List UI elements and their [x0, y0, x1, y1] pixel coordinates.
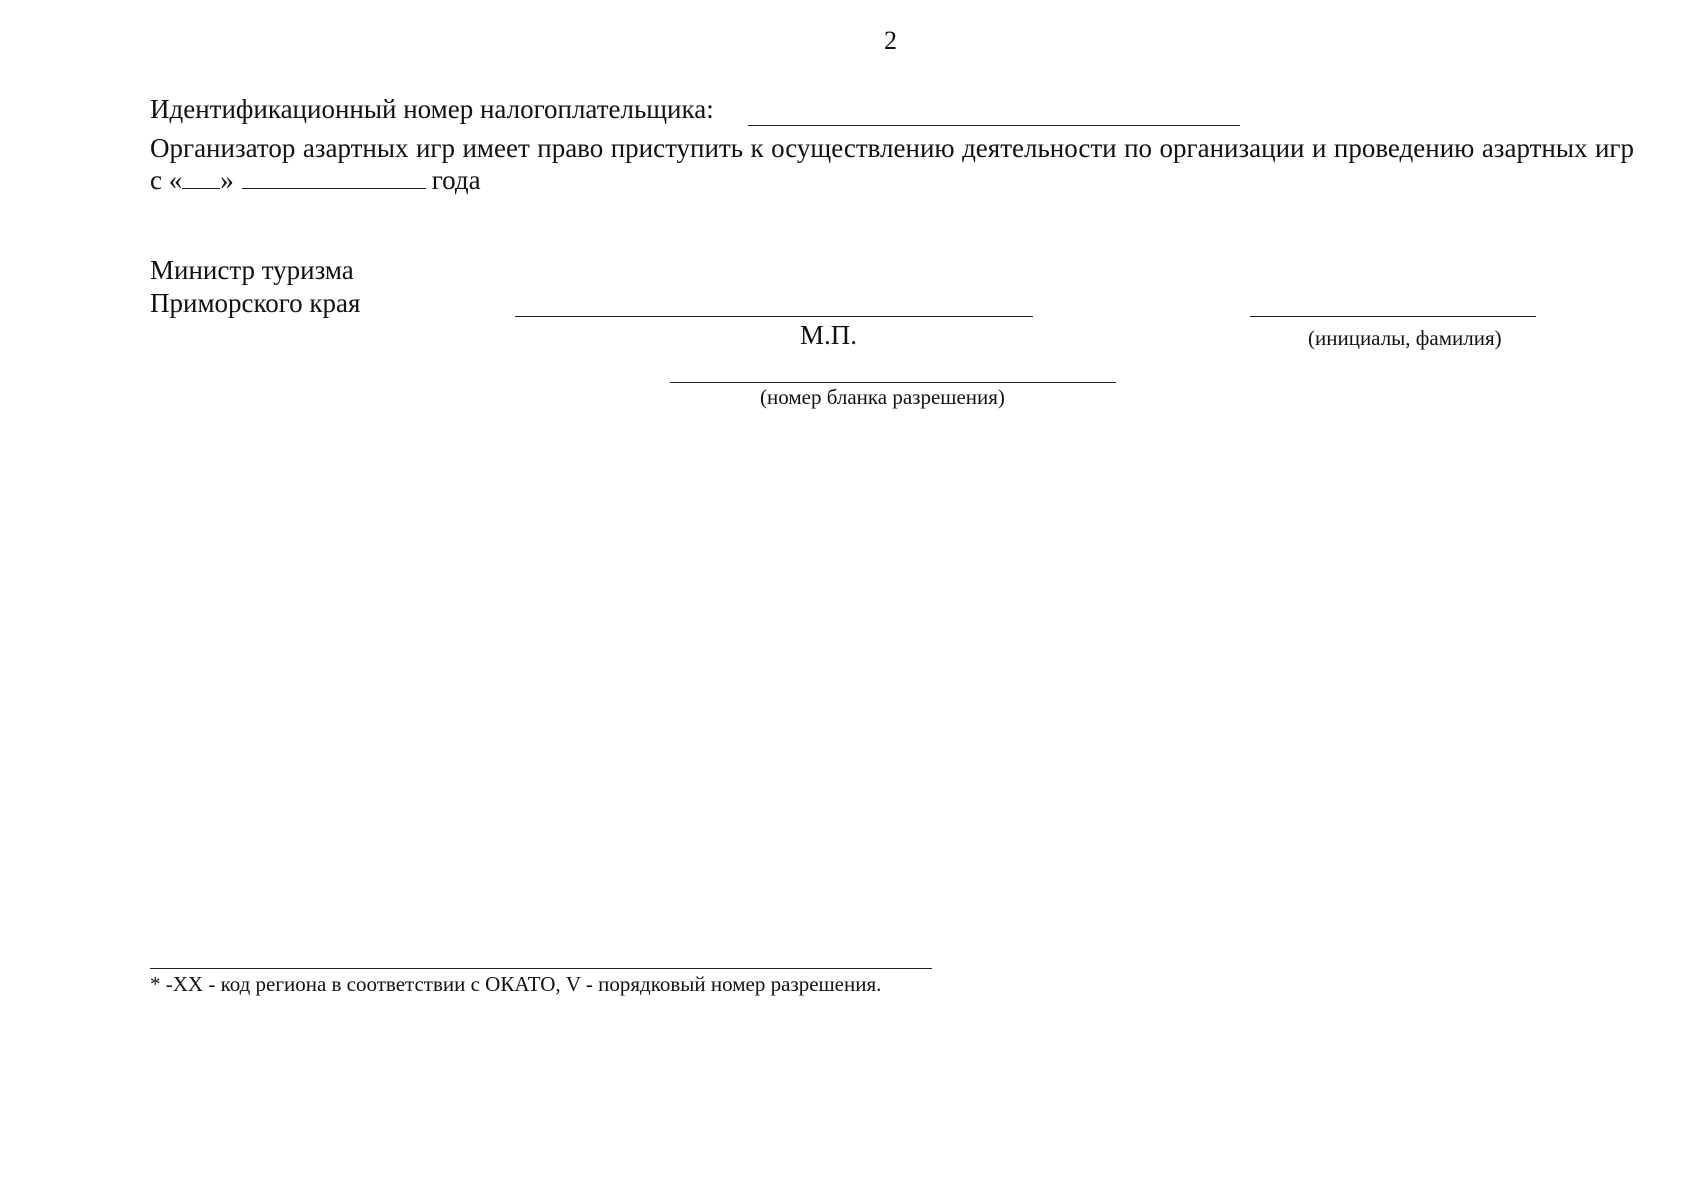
page-number: 2 [884, 26, 897, 55]
permit-text: Организатор азартных игр имеет право приступить к осуществлению деятельности по организации и проведению азартных игр с « [150, 133, 1634, 195]
name-caption: (инициалы, фамилия) [1308, 326, 1502, 350]
inn-field-line [748, 125, 1240, 126]
inn-label: Идентификационный номер налогоплательщика: [150, 94, 714, 124]
signature-line [515, 316, 1033, 317]
month-blank [242, 166, 426, 189]
quote-close: » [220, 165, 234, 195]
footnote-divider [150, 968, 932, 969]
year-word: года [431, 165, 481, 195]
permit-statement [150, 132, 1634, 196]
minister-title [150, 254, 360, 320]
minister-title-line1: Министр туризма [150, 255, 354, 285]
minister-title-line2: Приморского края [150, 288, 361, 318]
form-number-caption: (номер бланка разрешения) [760, 385, 1005, 409]
stamp-place-label: М.П. [800, 320, 858, 350]
name-line [1250, 316, 1536, 317]
day-blank [182, 166, 220, 189]
form-number-line [670, 382, 1116, 383]
footnote: * -XX - код региона в соответствии с ОКАТО, V - порядковый номер разрешения. [150, 972, 882, 996]
